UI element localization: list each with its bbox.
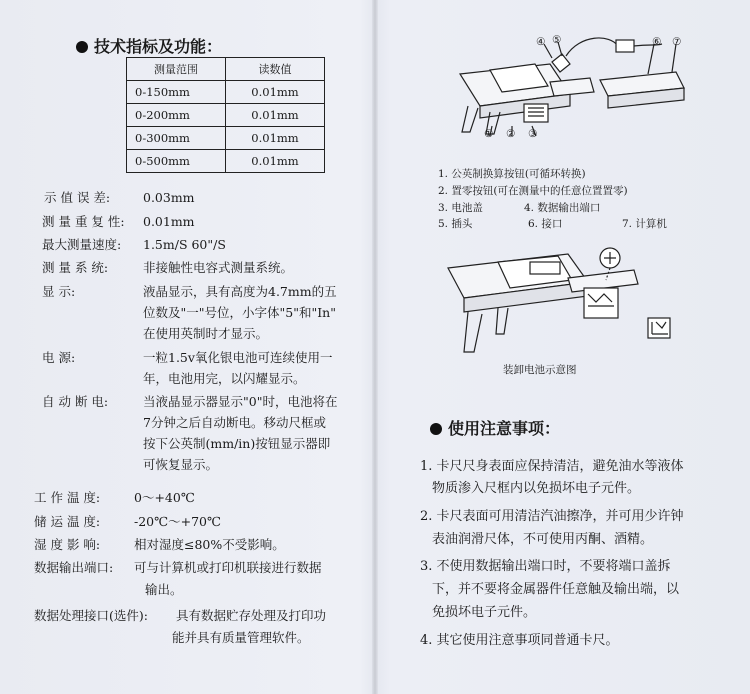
legend-item: 4. 数据输出端口 [524,202,601,214]
spec-power-label: 电 源: [42,350,76,365]
spec-storage-temp-value: -20℃～+70℃ [134,514,221,529]
spec-auto-off-line: 可恢复显示。 [143,457,219,472]
legend-item: 1. 公英制换算按钮(可循环转换) [438,168,586,180]
note-line: 免损坏电子元件。 [432,605,537,620]
note-line: 表油润滑尺体，不可使用丙酮、酒精。 [432,532,654,547]
table-row [127,150,325,173]
diagram-number: ⑤ [552,34,562,46]
diagram-number: ⑦ [672,36,682,48]
spec-humidity-value: 相对湿度≤80%不受影响。 [134,537,285,552]
legend-item: 7. 计算机 [622,218,667,230]
table-cell: 0.01mm [226,104,325,127]
spec-output-label: 数据输出端口: [34,560,114,575]
spec-humidity-label: 湿 度 影 响: [34,537,101,552]
spec-system-value: 非接触性电容式测量系统。 [143,260,294,275]
table-header: 读数值 [226,58,325,81]
spec-output-line: 输出。 [145,582,183,597]
legend-item: 3. 电池盖 [438,202,483,214]
spec-repeat-label: 测 量 重 复 性: [42,214,125,229]
spec-auto-off-line: 7分钟之后自动断电。移动尺框或 [143,415,326,430]
table-cell: 0.01mm [226,150,325,173]
table-cell: 0.01mm [226,81,325,104]
spec-output-line: 可与计算机或打印机联接进行数据 [134,560,322,575]
table-header: 测量范围 [127,58,226,81]
note-line: 下，并不要将金属器件任意触及输出端，以 [432,582,680,597]
table-cell: 0-500mm [127,150,226,173]
table-row [127,127,325,150]
table-row [127,81,325,104]
bullet-icon [430,423,442,435]
note-line: 3. 不使用数据输出端口时，不要将端口盖拆 [420,559,671,574]
diagram-number: ③ [528,128,538,140]
table-cell: 0.01mm [226,127,325,150]
spec-speed-value: 1.5m/S 60"/S [143,237,226,252]
spec-interface-line: 具有数据贮存处理及打印功 [176,608,327,623]
legend-item: 6. 接口 [528,218,563,230]
battery-caption: 装卸电池示意图 [503,364,577,376]
spec-interface-line: 能并具有质量管理软件。 [172,630,310,645]
spec-display-line: 在使用英制时才显示。 [143,326,269,341]
page-fold [372,0,378,694]
spec-interface-label: 数据处理接口(选件): [34,608,148,623]
spec-display-label: 显 示: [42,284,76,299]
spec-display-line: 位数及"一"号位，小字体"5"和"In" [143,305,336,320]
legend-item: 2. 置零按钮(可在测量中的任意位置置零) [438,185,628,197]
diagram-number: ① [484,128,494,140]
spec-table [126,57,325,173]
table-cell: 0-200mm [127,104,226,127]
spec-work-temp-label: 工 作 温 度: [34,490,101,505]
bullet-icon [76,41,88,53]
spec-auto-off-line: 按下公英制(mm/in)按钮显示器即 [143,436,331,451]
note-line: 4. 其它使用注意事项同普通卡尺。 [420,633,619,648]
note-line: 物质渗入尺框内以免损坏电子元件。 [432,481,641,496]
notes-heading: 使用注意事项： [430,416,560,439]
caliper-connection-diagram [440,34,700,144]
spec-repeat-value: 0.01mm [143,214,195,229]
table-cell: 0-300mm [127,127,226,150]
spec-auto-off-label: 自 动 断 电: [42,394,109,409]
spec-accuracy-value: 0.03mm [143,190,195,205]
specs-heading: 技术指标及功能： [76,34,222,57]
diagram-number: ⑥ [652,36,662,48]
diagram-number: ② [506,128,516,140]
battery-installation-diagram [438,238,688,358]
table-row [127,104,325,127]
legend-item: 5. 插头 [438,218,473,230]
spec-work-temp-value: 0～+40℃ [134,490,195,505]
spec-display-line: 液晶显示，具有高度为4.7mm的五 [143,284,337,299]
table-cell: 0-150mm [127,81,226,104]
spec-auto-off-line: 当液晶显示器显示"0"时，电池将在 [143,394,338,409]
table-header-row [127,58,325,81]
note-line: 2. 卡尺表面可用清洁汽油擦净，并可用少许钟 [420,509,684,524]
note-line: 1. 卡尺尺身表面应保持清洁，避免油水等液体 [420,459,684,474]
spec-accuracy-label: 示 值 误 差: [44,190,111,205]
spec-storage-temp-label: 储 运 温 度: [34,514,101,529]
spec-system-label: 测 量 系 统: [42,260,109,275]
spec-power-line: 一粒1.5v氧化银电池可连续使用一 [143,350,333,365]
spec-speed-label: 最大测量速度: [42,237,122,252]
spec-power-line: 年，电池用完，以闪耀显示。 [143,371,306,386]
diagram-number: ④ [536,36,546,48]
